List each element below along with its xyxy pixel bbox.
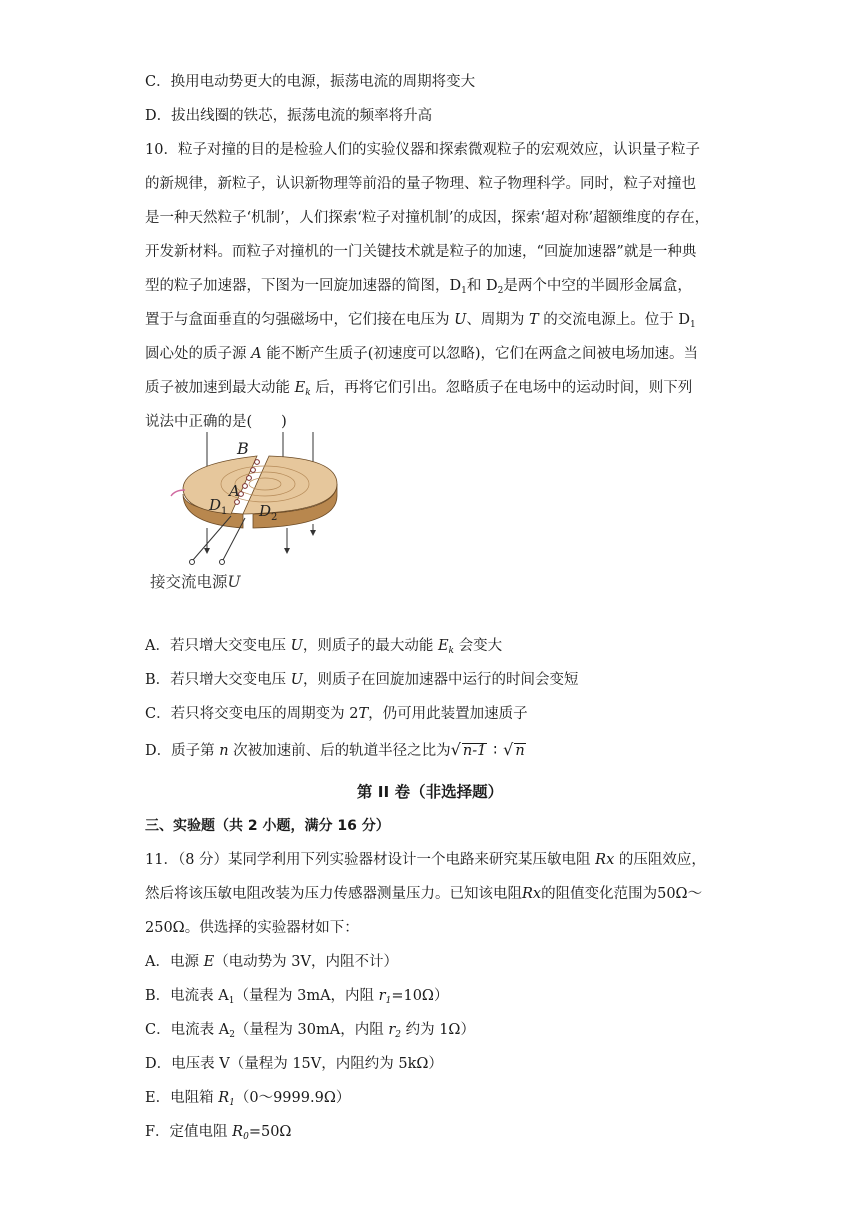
part-two-title: 第 II 卷（非选择题） <box>356 783 504 801</box>
q9-option-d: D．拔出线圈的铁芯，振荡电流的频率将升高 <box>145 108 433 124</box>
q11-item-e: E．电阻箱 $R_1(0\sim 9999.9\Omega)$ <box>145 1090 351 1108</box>
q10-option-a: A．若只增大交变电压 U，则质子的最大动能 $E_k$ 会变大 <box>145 638 503 656</box>
q10-stem-line-9: 说法中正确的是( ) <box>145 414 287 430</box>
figure-caption: 接交流电源U <box>150 573 241 591</box>
label-d1-sub: 1 <box>221 506 228 517</box>
section-heading: 三、实验题（共 2 小题，满分 16 分） <box>145 818 390 834</box>
q11-item-a: A．电源 E（电动势为 3V，内阻不计） <box>145 954 398 970</box>
q10-stem-line-2: 的新规律，新粒子，认识新物理等前沿的量子物理、粒子物理科学。同时，粒子对撞也 <box>145 176 696 192</box>
label-b: B <box>237 439 249 458</box>
q10-option-d: D．质子第 n 次被加速前、后的轨道半径之比为√ n-1 ∶ √ n <box>145 740 525 759</box>
q10-stem-line-6: 置于与盒面垂直的匀强磁场中，它们接在电压为 U、周期为 T 的交流电源上。位于 $D_1$ <box>145 312 696 330</box>
q10-stem-line-5: 型的粒子加速器，下图为一回旋加速器的简图，$D_1$和 $D_2$是两个中空的半圆形金属盒， <box>145 278 692 296</box>
q10-stem-line-8: 质子被加速到最大动能 $E_k$ 后，再将它们引出。忽略质子在电场中的运动时间，则下列 <box>145 380 693 398</box>
label-a: A <box>229 482 240 500</box>
q10-stem-line-1: 10．粒子对撞的目的是检验人们的实验仪器和探索微观粒子的宏观效应，认识量子粒子 <box>145 142 700 158</box>
q10-stem-line-7: 圆心处的质子源 A 能不断产生质子(初速度可以忽略)，它们在两盒之间被电场加速。当 <box>145 346 699 362</box>
q11-item-c: C．电流表 $A_2$（量程为 30mA，内阻 $r_2$ 约为 1Ω） <box>145 1022 475 1040</box>
q11-stem-line-3: 250Ω。供选择的实验器材如下： <box>145 920 359 936</box>
q10-option-b: B．若只增大交变电压 U，则质子在回旋加速器中运行的时间会变短 <box>145 672 579 688</box>
q11-stem-line-1: 11．（8 分）某同学利用下列实验器材设计一个电路来研究某压敏电阻 Rx 的压阻效应， <box>145 852 706 868</box>
label-d2-sub: 2 <box>271 512 278 523</box>
label-d1: D <box>209 496 222 514</box>
q9-option-c: C．换用电动势更大的电源，振荡电流的周期将变大 <box>145 74 476 90</box>
q10-stem-line-3: 是一种天然粒子‘机制’，人们探索‘粒子对撞机制’的成因，探索‘超对称’超额维度的存在， <box>145 210 710 226</box>
q11-stem-line-2: 然后将该压敏电阻改装为压力传感器测量压力。已知该电阻Rx的阻值变化范围为50Ω～ <box>145 886 703 902</box>
q10-option-c: C．若只将交变电压的周期变为 2T，仍可用此装置加速质子 <box>145 706 528 722</box>
q11-item-d: D．电压表 V（量程为 15V，内阻约为 5kΩ） <box>145 1056 443 1072</box>
q11-item-b: B．电流表 $A_1$（量程为 3mA，内阻 $r_1=10\Omega$） <box>145 988 449 1006</box>
label-d2: D <box>259 502 272 520</box>
q10-stem-line-4: 开发新材料。而粒子对撞机的一门关键技术就是粒子的加速，“回旋加速器”就是一种典 <box>145 244 697 260</box>
q11-item-f: F．定值电阻 $R_0=50\Omega$ <box>145 1124 292 1142</box>
